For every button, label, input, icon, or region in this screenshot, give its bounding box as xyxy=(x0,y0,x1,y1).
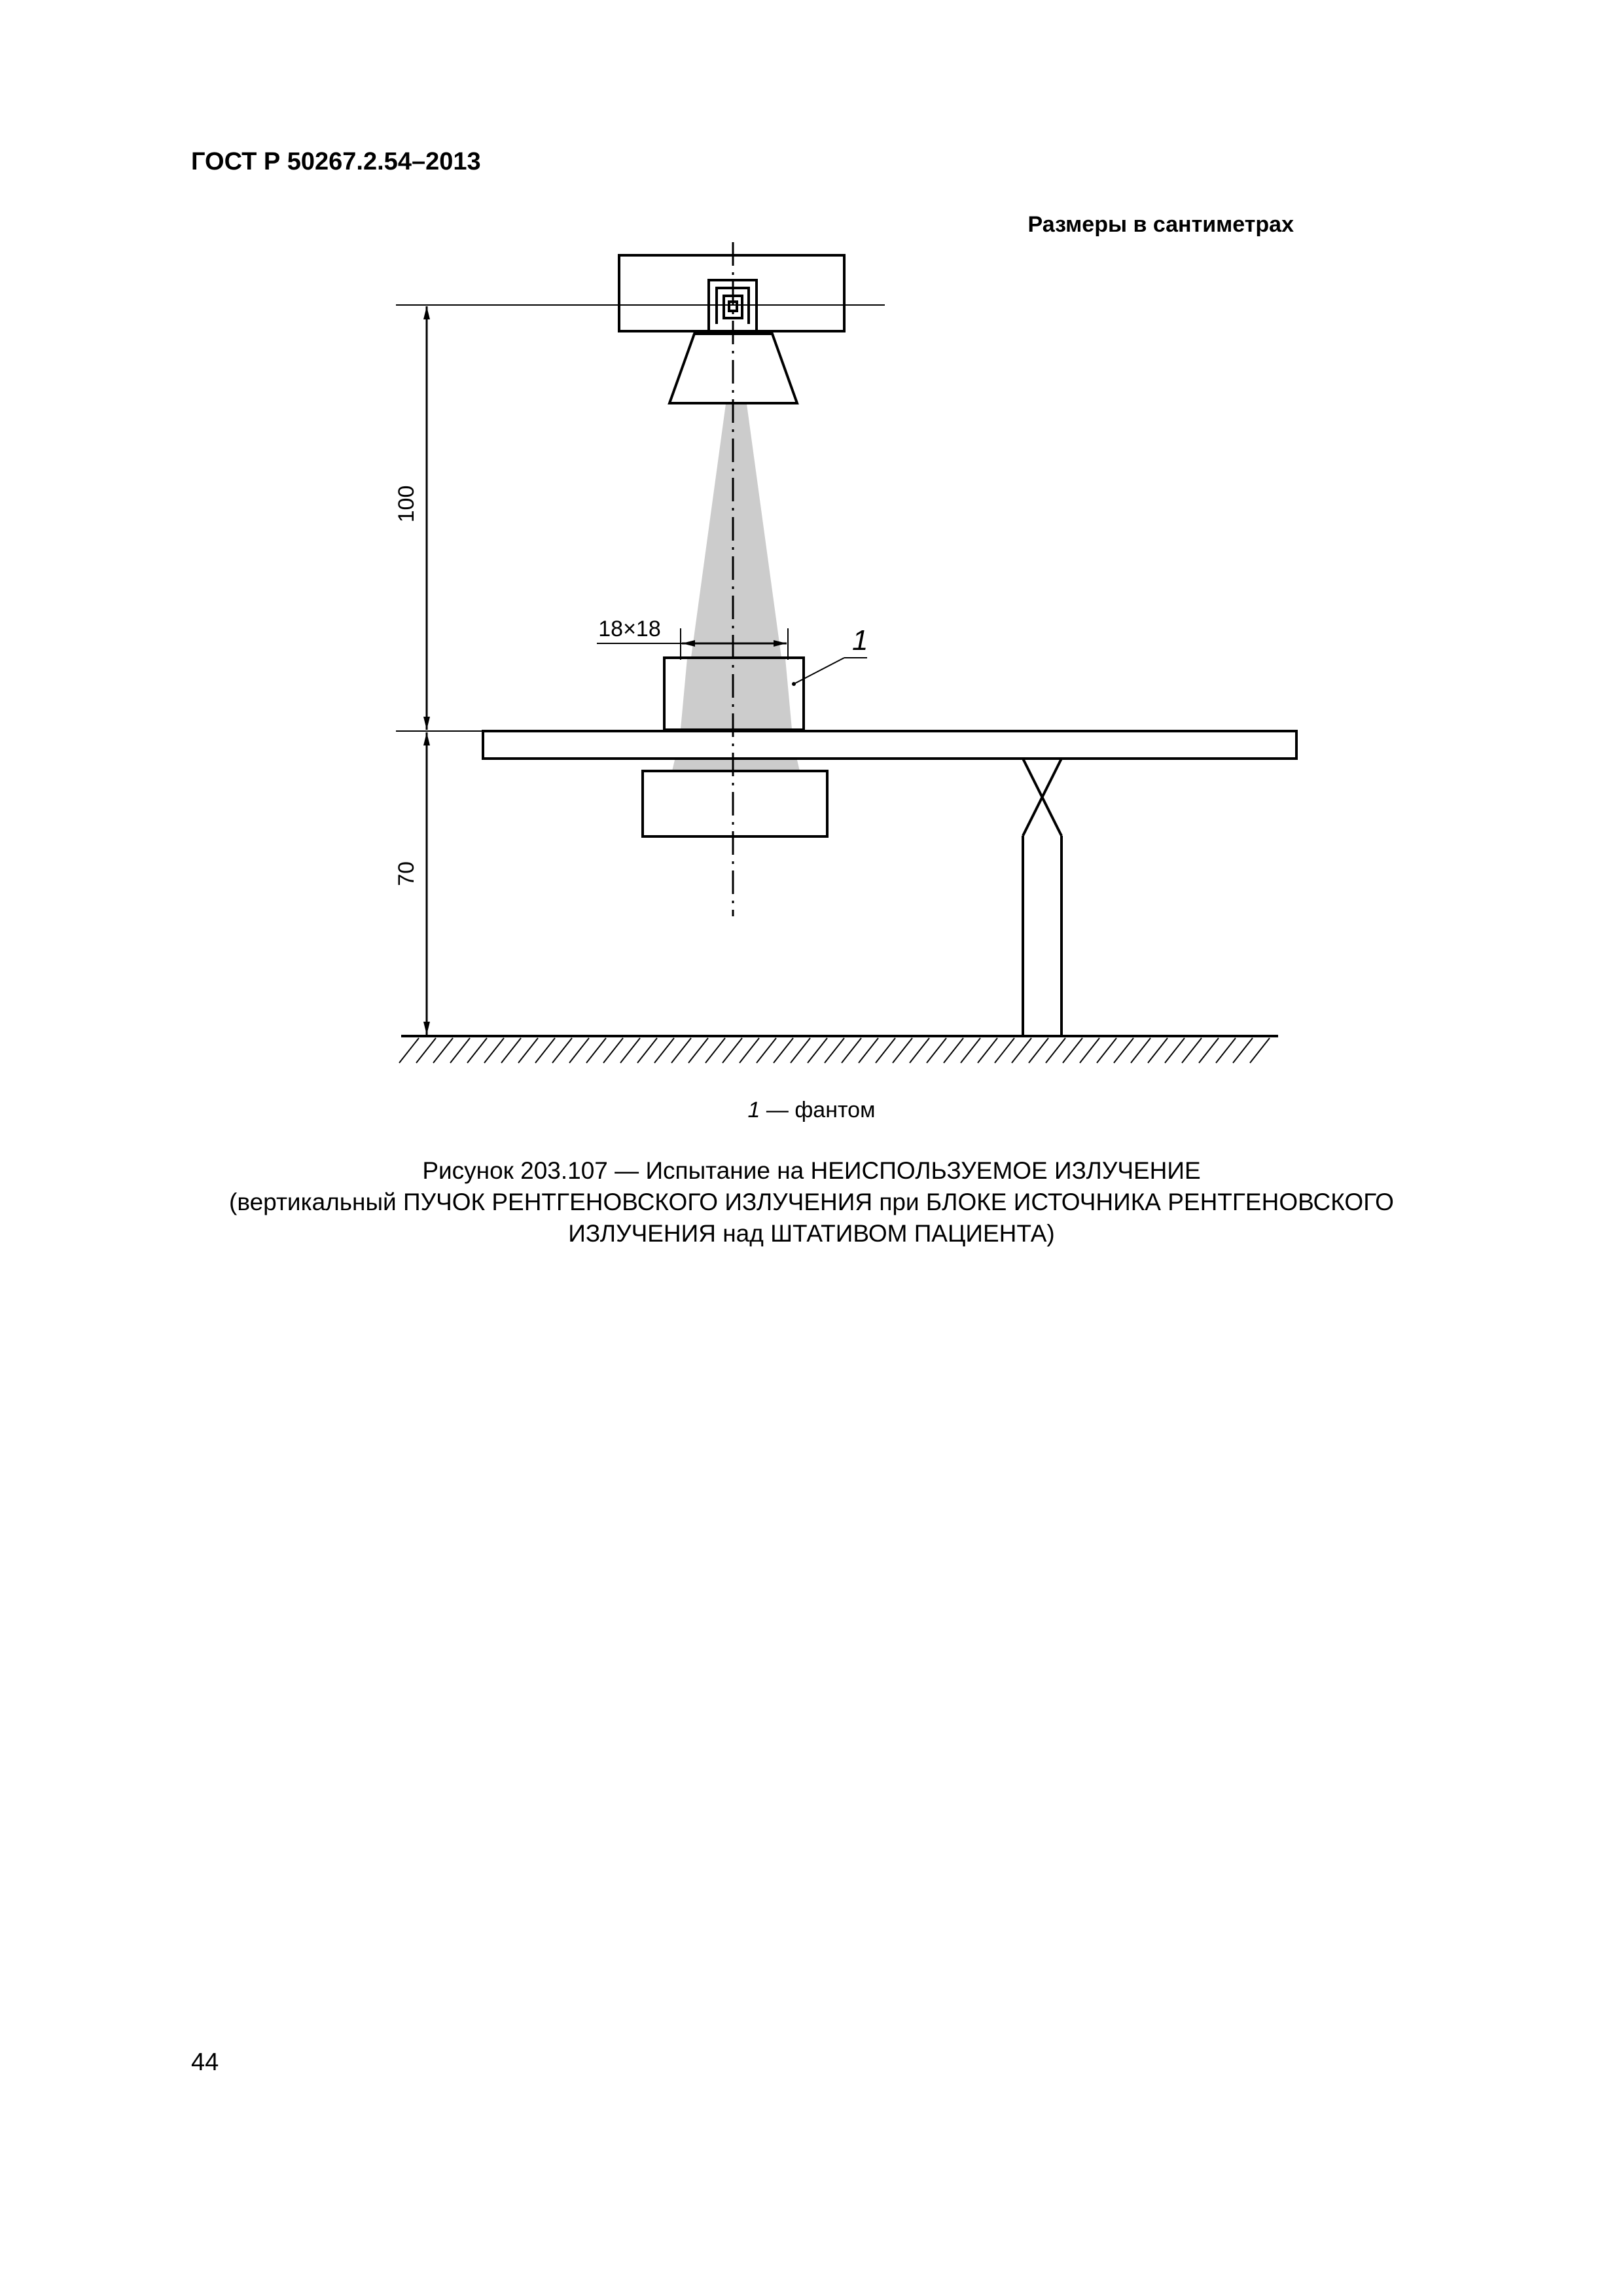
hatch-stroke xyxy=(569,1038,589,1063)
xray-beam-in-phantom xyxy=(681,658,792,729)
hatch-stroke xyxy=(467,1038,487,1063)
patient-table-top xyxy=(483,731,1296,759)
hatch-stroke xyxy=(501,1038,521,1063)
xray-beam-in-table xyxy=(672,760,800,771)
hatch-stroke xyxy=(552,1038,572,1063)
hatch-stroke xyxy=(1029,1038,1048,1063)
hatch-stroke xyxy=(944,1038,963,1063)
hatch-stroke xyxy=(586,1038,606,1063)
xray-tube-housing xyxy=(619,255,844,331)
image-receptor xyxy=(643,771,827,836)
hatch-stroke xyxy=(620,1038,640,1063)
hatch-stroke xyxy=(722,1038,742,1063)
hatch-stroke xyxy=(1063,1038,1082,1063)
hatch-stroke xyxy=(961,1038,980,1063)
legend-number: 1 xyxy=(747,1098,760,1122)
caption-line: (вертикальный ПУЧОК РЕНТГЕНОВСКОГО ИЗЛУЧЕНИЯ при БЛОКЕ ИСТОЧНИКА РЕНТГЕНОВСКОГО xyxy=(229,1189,1394,1215)
hatch-stroke xyxy=(705,1038,725,1063)
hatch-stroke xyxy=(825,1038,844,1063)
callout-leader xyxy=(794,658,844,684)
hatch-stroke xyxy=(637,1038,657,1063)
hatch-stroke xyxy=(399,1038,419,1063)
hatch-stroke xyxy=(654,1038,674,1063)
dimension-label-70: 70 xyxy=(394,861,419,886)
hatch-stroke xyxy=(1250,1038,1270,1063)
hatch-stroke xyxy=(1233,1038,1253,1063)
legend-text: — фантом xyxy=(760,1098,876,1122)
units-note: Размеры в сантиметрах xyxy=(1027,212,1294,237)
hatch-stroke xyxy=(876,1038,895,1063)
hatch-stroke xyxy=(893,1038,912,1063)
hatch-stroke xyxy=(808,1038,827,1063)
hatch-stroke xyxy=(995,1038,1014,1063)
hatch-stroke xyxy=(1012,1038,1031,1063)
figure-caption xyxy=(0,1155,1623,1249)
hatch-stroke xyxy=(603,1038,623,1063)
callout-number: 1 xyxy=(852,624,868,656)
hatch-stroke xyxy=(1165,1038,1185,1063)
hatch-stroke xyxy=(450,1038,470,1063)
hatch-stroke xyxy=(433,1038,453,1063)
hatch-stroke xyxy=(1114,1038,1133,1063)
hatch-stroke xyxy=(842,1038,861,1063)
hatch-stroke xyxy=(910,1038,929,1063)
hatch-stroke xyxy=(1182,1038,1202,1063)
hatch-stroke xyxy=(1080,1038,1099,1063)
figure-legend xyxy=(0,1098,1623,1123)
hatch-stroke xyxy=(535,1038,555,1063)
hatch-stroke xyxy=(671,1038,691,1063)
hatch-stroke xyxy=(416,1038,436,1063)
dimension-label-100: 100 xyxy=(394,485,419,523)
hatch-stroke xyxy=(1131,1038,1150,1063)
hatch-stroke xyxy=(791,1038,810,1063)
hatch-stroke xyxy=(859,1038,878,1063)
hatch-stroke xyxy=(978,1038,997,1063)
hatch-stroke xyxy=(774,1038,793,1063)
caption-line: Рисунок 203.107 — Испытание на НЕИСПОЛЬЗУЕМОЕ ИЗЛУЧЕНИЕ xyxy=(422,1157,1201,1184)
hatch-stroke xyxy=(1148,1038,1168,1063)
caption-line: ИЗЛУЧЕНИЯ над ШТАТИВОМ ПАЦИЕНТА) xyxy=(568,1220,1055,1247)
table-support xyxy=(1023,759,1061,1037)
document-header: ГОСТ Р 50267.2.54–2013 xyxy=(191,148,481,175)
hatch-stroke xyxy=(1199,1038,1219,1063)
hatch-stroke xyxy=(757,1038,776,1063)
hatch-stroke xyxy=(1216,1038,1236,1063)
dimension-label-field: 18×18 xyxy=(598,617,661,641)
hatch-stroke xyxy=(740,1038,759,1063)
page-number: 44 xyxy=(191,2049,219,2076)
hatch-stroke xyxy=(484,1038,504,1063)
hatch-stroke xyxy=(518,1038,538,1063)
hatch-stroke xyxy=(688,1038,708,1063)
floor-hatching xyxy=(399,1038,1270,1063)
hatch-stroke xyxy=(1046,1038,1065,1063)
hatch-stroke xyxy=(927,1038,946,1063)
hatch-stroke xyxy=(1097,1038,1116,1063)
